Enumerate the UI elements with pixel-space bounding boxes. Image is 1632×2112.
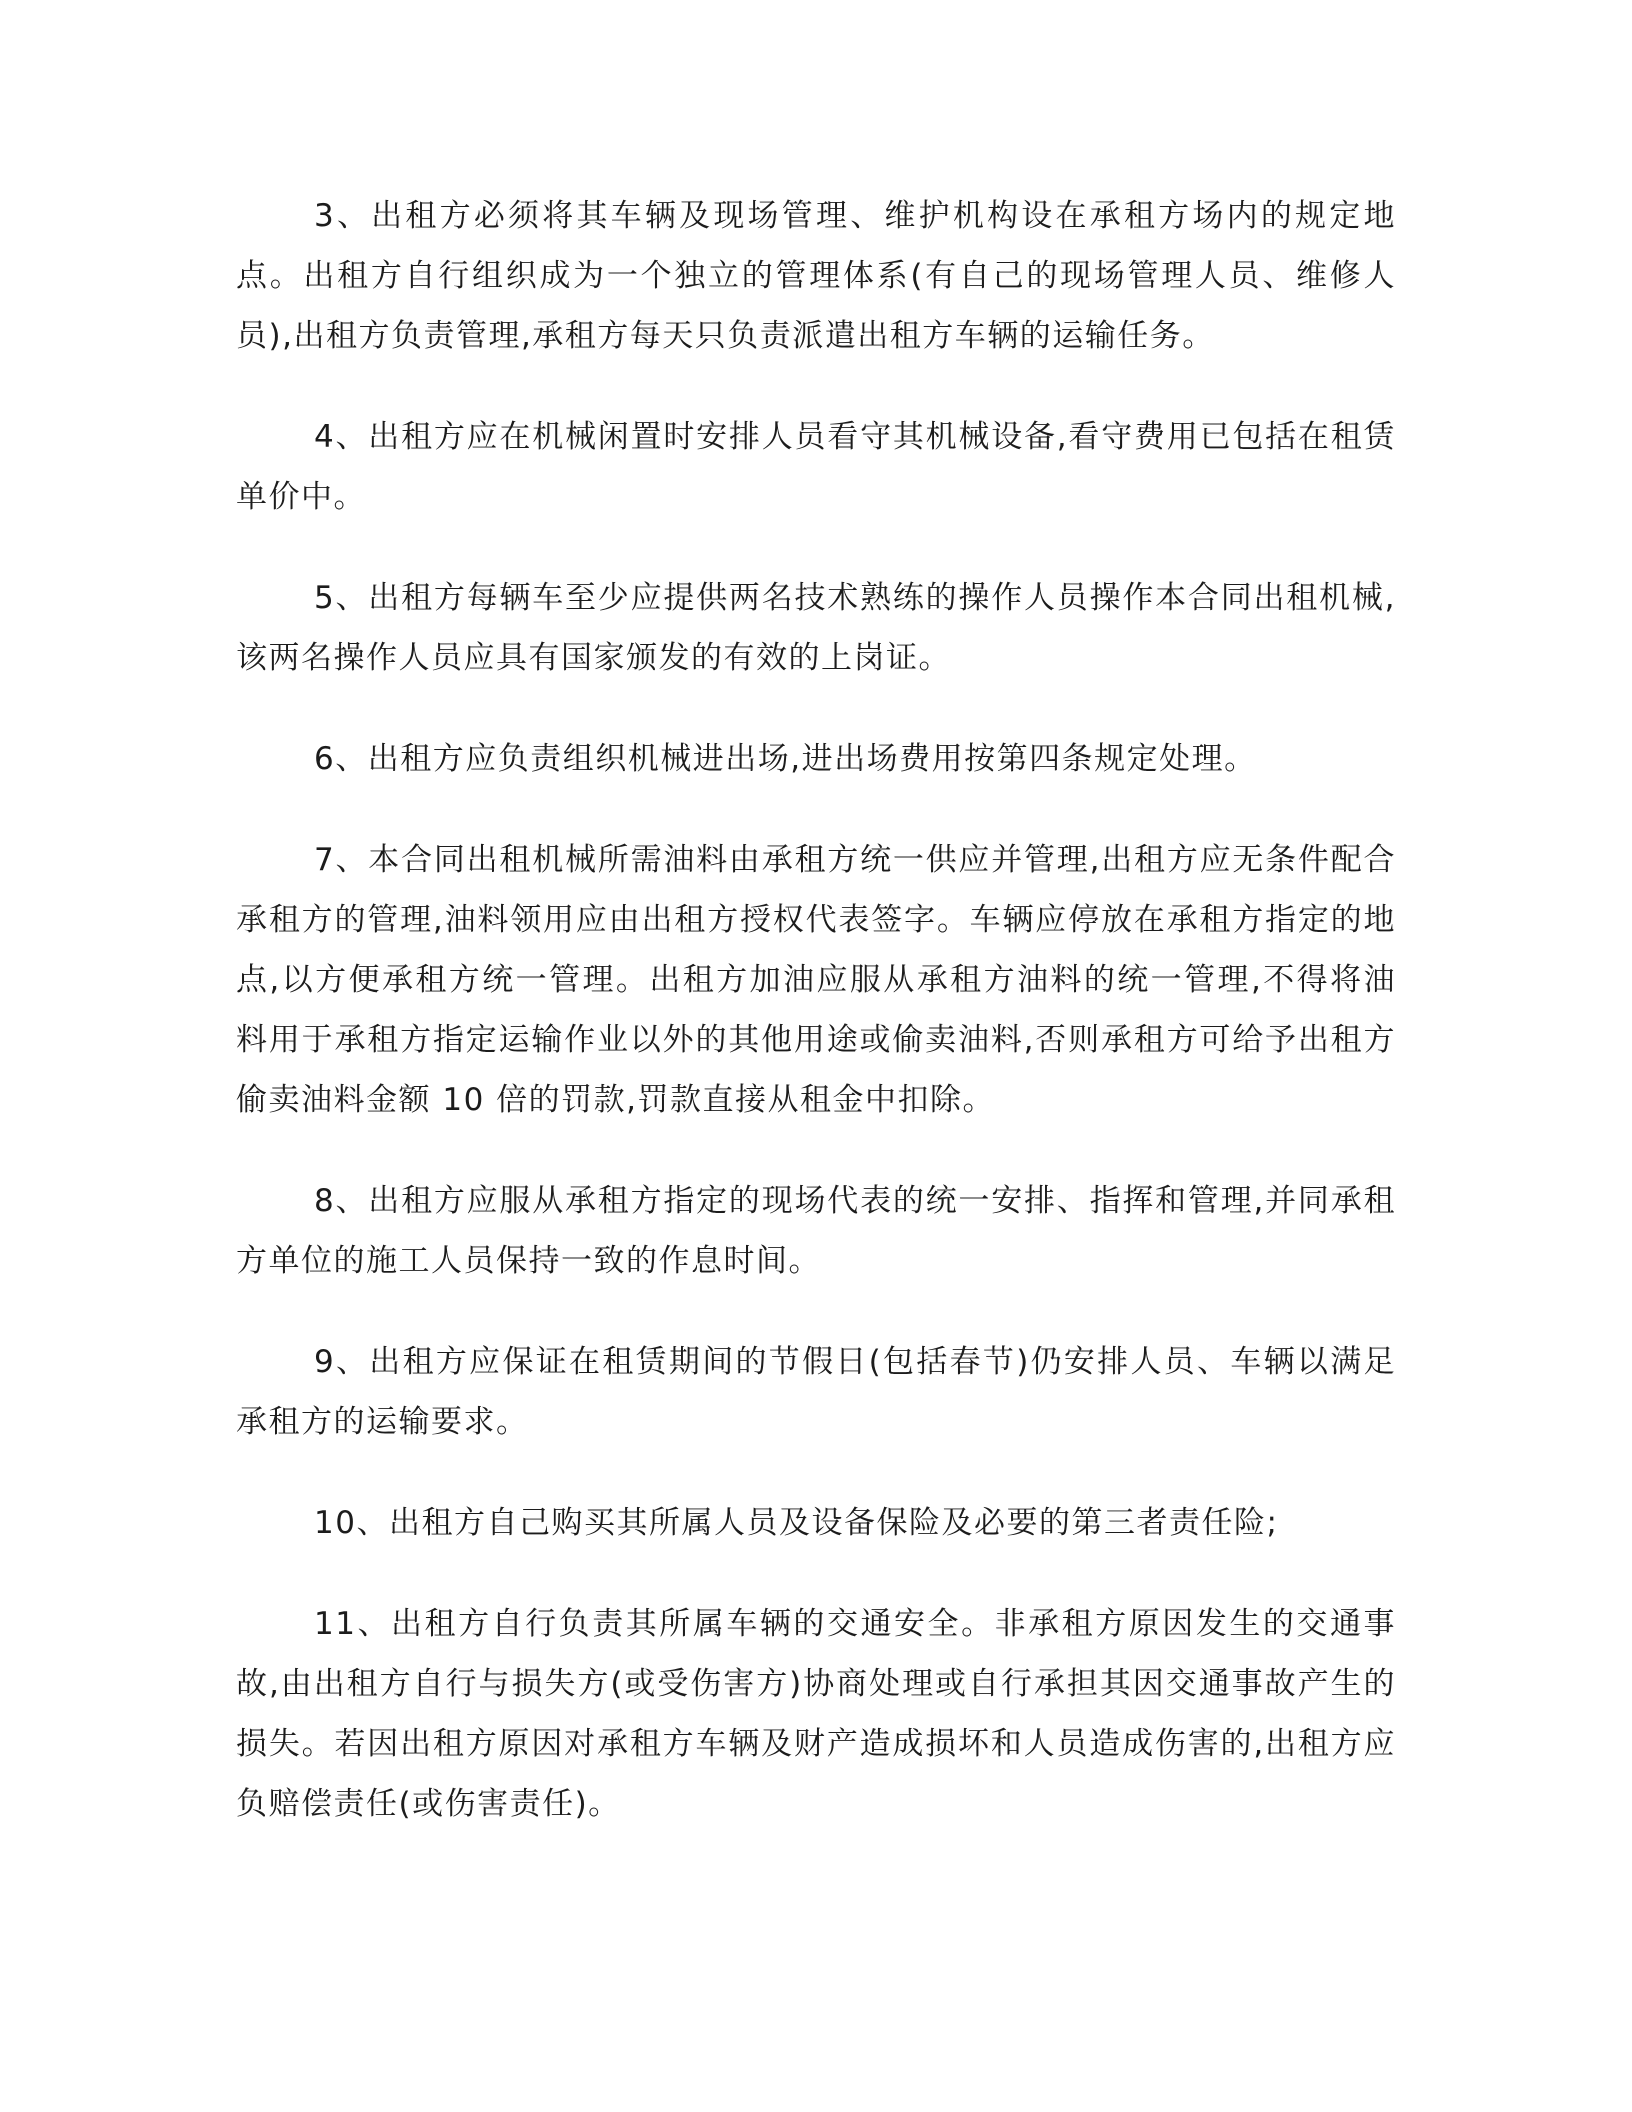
clause-6: 6、出租方应负责组织机械进出场,进出场费用按第四条规定处理。 — [314, 741, 1257, 777]
clause-4: 4、出租方应在机械闲置时安排人员看守其机械设备,看守费用已包括在租赁单价中。 — [236, 419, 1396, 515]
clause-5: 5、出租方每辆车至少应提供两名技术熟练的操作人员操作本合同出租机械,该两名操作人员应具有国家颁发的有效的上岗证。 — [236, 580, 1396, 676]
clause-8: 8、出租方应服从承租方指定的现场代表的统一安排、指挥和管理,并同承租方单位的施工人员保持一致的作息时间。 — [236, 1183, 1396, 1279]
clause-9: 9、出租方应保证在租赁期间的节假日(包括春节)仍安排人员、车辆以满足承租方的运输要求。 — [236, 1344, 1396, 1440]
clause-7: 7、本合同出租机械所需油料由承租方统一供应并管理,出租方应无条件配合承租方的管理,油料领用应由出租方授权代表签字。车辆应停放在承租方指定的地点,以方便承租方统一管理。出租方加油应服从承租方油料的统一管理,不得将油料用于承租方指定运输作业以外的其他用途或偷卖油料,否则承租方可给予出租方偷卖油料金额 10 倍的罚款,罚款直接从租金中扣除。 — [236, 842, 1396, 1118]
clause-list — [236, 186, 1396, 1834]
clause-10: 10、出租方自己购买其所属人员及设备保险及必要的第三者责任险; — [314, 1505, 1279, 1541]
clause-3: 3、出租方必须将其车辆及现场管理、维护机构设在承租方场内的规定地点。出租方自行组织成为一个独立的管理体系(有自己的现场管理人员、维修人员),出租方负责管理,承租方每天只负责派遣出租方车辆的运输任务。 — [236, 198, 1396, 354]
clause-11: 11、出租方自行负责其所属车辆的交通安全。非承租方原因发生的交通事故,由出租方自行与损失方(或受伤害方)协商处理或自行承担其因交通事故产生的损失。若因出租方原因对承租方车辆及财产造成损坏和人员造成伤害的,出租方应负赔偿责任(或伤害责任)。 — [236, 1606, 1396, 1822]
